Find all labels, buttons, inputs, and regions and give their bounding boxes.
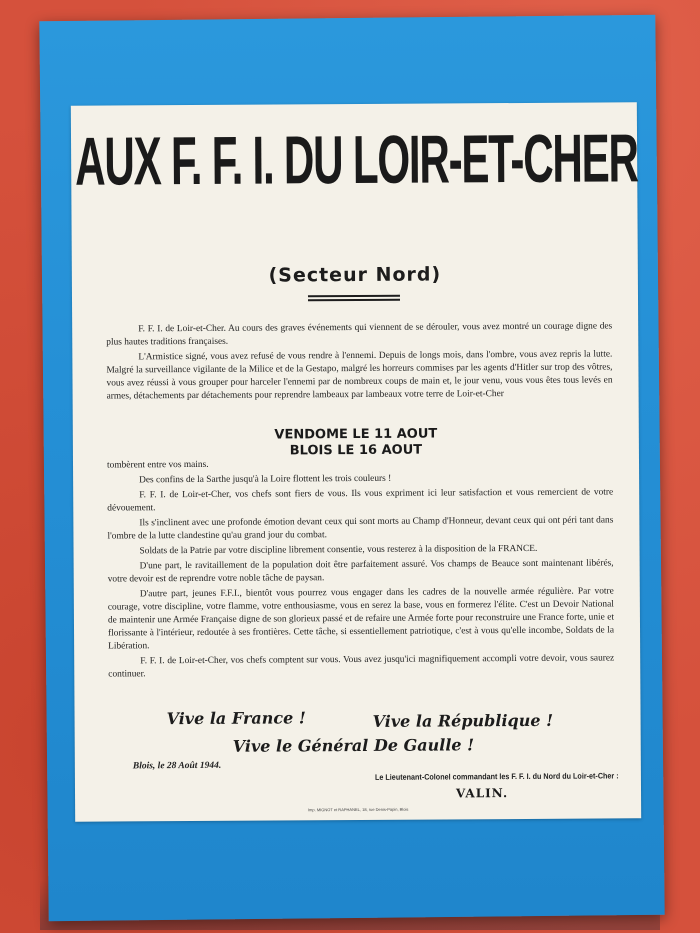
title-divider-bottom: [308, 299, 400, 302]
title-divider-top: [308, 295, 400, 298]
poster-subtitle: (Secteur Nord): [268, 263, 442, 287]
paragraph: L'Armistice signé, vous avez refusé de vous rendre à l'ennemi. Depuis de longs mois, dans l'ombre, vous avez repris la lutte. Malgré la surveillance vigilante de la Milice et de la Gestapo, malgré les horreurs commises par les agents d'Hitler sur trop des vôtres, vous avez réussi à vous grouper pour harceler l'ennemi par de nombreux coups de main et, le jour venu, vous vous êtes tous levés en armes, détachements par détachements pour reprendre lambeaux par lambeaux votre terre de Loir-et-Cher: [106, 349, 613, 402]
paragraph: F. F. I. de Loir-et-Cher, vos chefs sont fiers de vous. Ils vous expriment ici leur satisfaction et vous remercient de votre dévouement.: [107, 487, 614, 514]
paragraph: Soldats de la Patrie par votre discipline librement consentie, vous resterez à la disposition de la FRANCE.: [139, 543, 538, 557]
slogan-vive-la-france: Vive la France !: [166, 708, 306, 729]
signatory-title: Le Lieutenant-Colonel commandant les F. F. I. du Nord du Loir-et-Cher :: [375, 771, 619, 782]
place-and-date: Blois, le 28 Août 1944.: [132, 760, 222, 772]
main-text-block: [107, 456, 614, 683]
paragraph: D'autre part, jeunes F.F.I., bientôt vous pourrez vous engager dans les cadres de la nouvelle armée régulière. Par votre courage, votre discipline, votre flamme, votre enthousiasme, vous en serez la base, vous en formerez l'élite. C'est un Devoir National de maintenir une Armée Française digne de son glorieux passé et de refaire une Armée forte pour reconstruire une France forte, unie et florissante à l'intérieur, redoutée à ses frontières. Cette tâche, si essentiellement patriotique, c'est à vous qu'elle incombe, Soldats de la Libération.: [107, 586, 615, 652]
paragraph: Des confins de la Sarthe jusqu'à la Loire flottent les trois couleurs !: [139, 473, 392, 486]
slogan-vive-la-republique: Vive la République !: [372, 710, 554, 731]
slogan-vive-de-gaulle: Vive le Général De Gaulle !: [232, 735, 475, 756]
paragraph: D'une part, le ravitaillement de la population doit être parfaitement assuré. Vos champs de Beauce sont maintenant libérés, votre devoir est de reprendre votre noble tâche de paysan.: [107, 558, 614, 585]
paragraph: F. F. I. de Loir-et-Cher. Au cours des graves événements qui viennent de se dérouler, vous avez montré un courage digne des plus hautes traditions françaises.: [106, 321, 613, 348]
date-blois: BLOIS LE 16 AOUT: [289, 442, 423, 459]
poster-title: AUX F. F. I. DU LOIR-ET-CHER: [74, 120, 638, 200]
signatory-name: VALIN.: [455, 786, 509, 801]
intro-text-block: [106, 320, 612, 405]
paragraph: Ils s'inclinent avec une profonde émotion devant ceux qui sont morts au Champ d'Honneur, devant ceux qui ont péri tant dans l'ombre de la lutte clandestine qu'au grand jour du combat.: [107, 515, 614, 542]
paragraph: tombèrent entre vos mains.: [106, 459, 209, 471]
printer-imprint: Imp. MIGNOT et RAPHANEL, 18, rue Denis-Papin, Blois: [307, 806, 409, 813]
date-vendome: VENDOME LE 11 AOUT: [274, 426, 438, 443]
paragraph: F. F. I. de Loir-et-Cher, vos chefs comptent sur vous. Vous avez jusqu'ici magnifiquement accompli votre devoir, vous saurez continuer.: [108, 652, 615, 680]
poster-sheet: [71, 102, 641, 821]
